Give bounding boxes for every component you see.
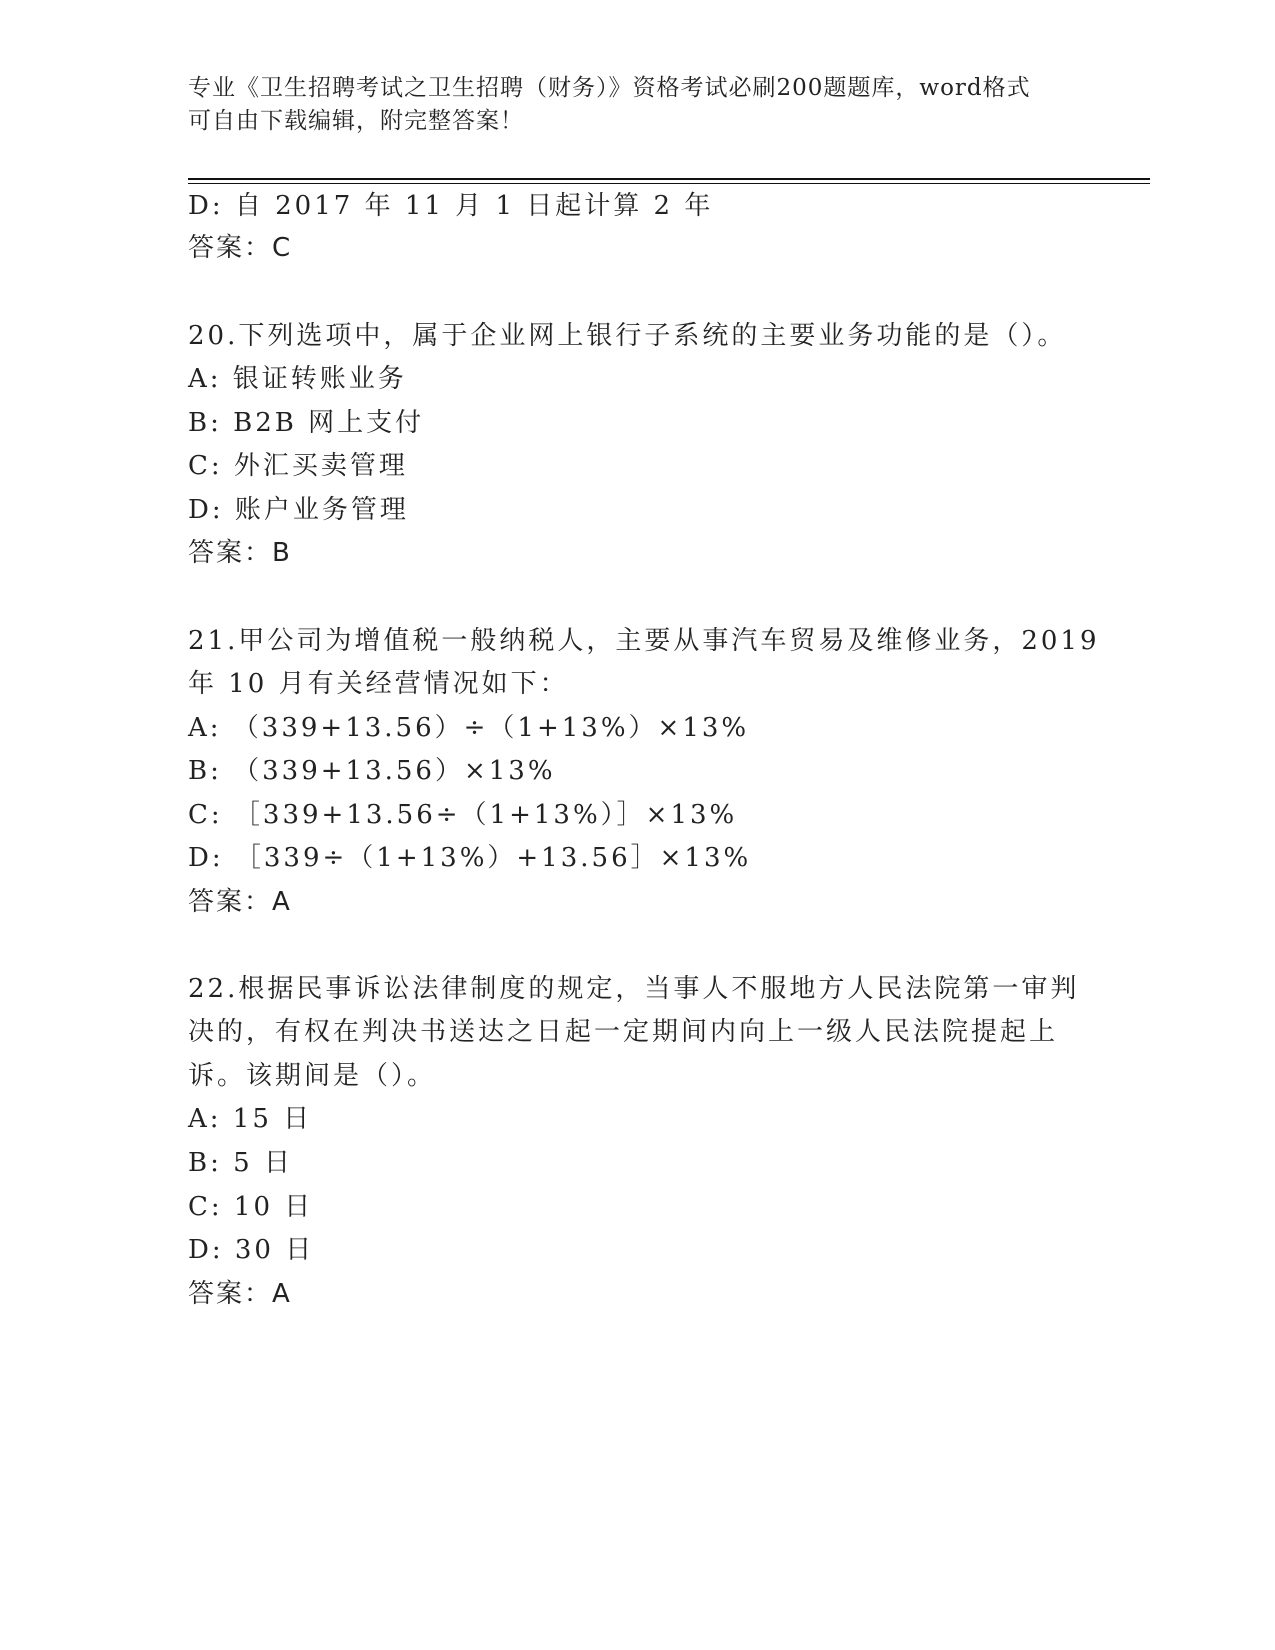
q21-option-b: B: （339+13.56）×13% — [188, 756, 556, 786]
q21-option-a: A: （339+13.56）÷（1+13%）×13% — [188, 713, 750, 743]
q20-option-c: C: 外汇买卖管理 — [188, 451, 408, 481]
q21-stem-line-1: 21.甲公司为增值税一般纳税人，主要从事汽车贸易及维修业务，2019 — [188, 626, 1100, 656]
q20-option-d: D: 账户业务管理 — [188, 495, 409, 525]
q20-answer: 答案：B — [188, 538, 292, 568]
document-header — [188, 72, 1068, 138]
q20-option-a: A: 银证转账业务 — [188, 364, 407, 394]
q22-option-b: B: 5 日 — [188, 1148, 293, 1178]
q21-answer: 答案：A — [188, 887, 292, 917]
q22-option-d: D: 30 日 — [188, 1235, 315, 1265]
q22-option-c: C: 10 日 — [188, 1192, 314, 1222]
q22-answer: 答案：A — [188, 1279, 292, 1309]
header-rule-thin — [188, 183, 1150, 184]
q22-stem-line-2: 决的，有权在判决书送达之日起一定期间内向上一级人民法院提起上 — [188, 1017, 1059, 1047]
header-line-1: 专业《卫生招聘考试之卫生招聘（财务）》资格考试必刷200题题库，word格式 — [188, 75, 1031, 101]
q19-option-d: D: 自 2017 年 11 月 1 日起计算 2 年 — [188, 191, 714, 221]
q21-option-c: C: ［339+13.56÷（1+13%）］×13% — [188, 800, 738, 830]
q22-stem-line-3: 诉。该期间是（）。 — [188, 1061, 437, 1091]
header-line-2: 可自由下载编辑，附完整答案！ — [188, 108, 524, 134]
q22-stem-line-1: 22.根据民事诉讼法律制度的规定，当事人不服地方人民法院第一审判 — [188, 974, 1080, 1004]
q21-option-d: D: ［339÷（1+13%）+13.56］×13% — [188, 843, 752, 873]
header-rule-thick — [188, 178, 1150, 180]
q21-stem-line-2: 年 10 月有关经营情况如下： — [188, 669, 569, 699]
q20-option-b: B: B2B 网上支付 — [188, 408, 425, 438]
q22-option-a: A: 15 日 — [188, 1104, 313, 1134]
q20-stem: 20.下列选项中，属于企业网上银行子系统的主要业务功能的是（）。 — [188, 321, 1067, 351]
q19-answer: 答案：C — [188, 233, 293, 263]
